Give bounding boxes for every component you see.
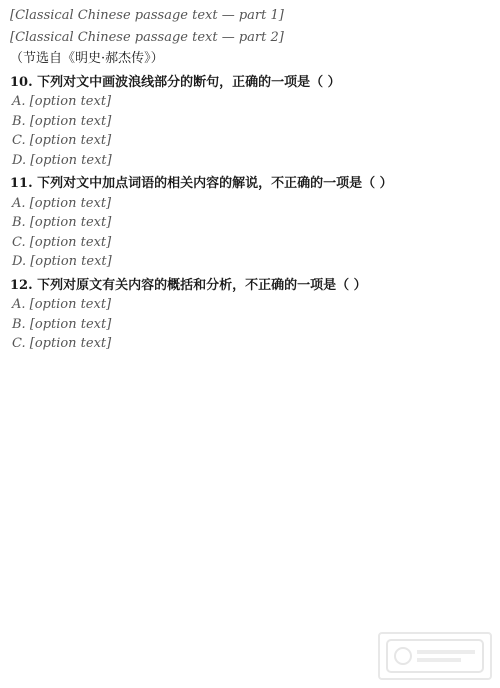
question-option-b: B. [option text] <box>12 113 112 129</box>
question-prompt: 11. 下列对文中加点词语的相关内容的解说，不正确的一项是（ ） <box>10 176 393 191</box>
question-option-a: A. [option text] <box>12 94 112 109</box>
question-option-b: B. [option text] <box>12 316 112 332</box>
question-option-c: C. [option text] <box>12 133 112 148</box>
question-prompt: 12. 下列对原文有关内容的概括和分析，不正确的一项是（ ） <box>10 277 367 293</box>
site-logo-watermark-icon <box>378 632 492 680</box>
question-option-c: C. [option text] <box>12 336 112 351</box>
question-12 <box>10 276 490 354</box>
question-option-c: C. [option text] <box>12 234 112 250</box>
question-option-d: D. [option text] <box>12 254 112 269</box>
passage <box>10 6 490 69</box>
passage-paragraph-1: [Classical Chinese passage text — part 1] <box>10 8 284 23</box>
question-10 <box>10 73 490 171</box>
question-11 <box>10 174 490 272</box>
passage-paragraph-2: [Classical Chinese passage text — part 2] <box>10 29 284 45</box>
question-prompt: 10. 下列对文中画波浪线部分的断句，正确的一项是（ ） <box>10 74 341 90</box>
question-option-b: B. [option text] <box>12 215 112 230</box>
passage-source: （节选自《明史·郝杰传》） <box>10 51 164 66</box>
question-option-a: A. [option text] <box>12 195 112 211</box>
question-option-d: D. [option text] <box>12 152 112 168</box>
question-option-a: A. [option text] <box>12 297 112 312</box>
